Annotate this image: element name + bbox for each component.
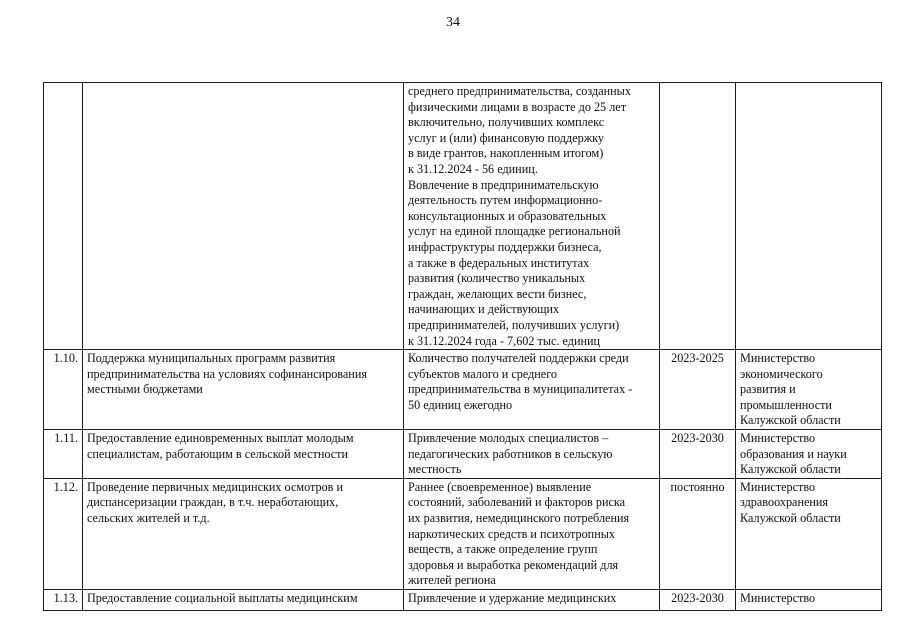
result-cell: Привлечение и удержание медицинских [404,590,660,611]
row-number-cell: 1.10. [44,350,83,430]
executor-cell [736,83,882,350]
row-number-cell: 1.11. [44,430,83,479]
table-row [44,590,882,611]
period-cell: постоянно [660,478,736,589]
measure-cell: Поддержка муниципальных программ развития предпринимательства на условиях софинансирования местными бюджетами [83,350,404,430]
period-cell: 2023-2030 [660,430,736,479]
result-cell: Привлечение молодых специалистов – педагогических работников в сельскую местность [404,430,660,479]
page-number: 34 [446,15,460,30]
measure-cell: Предоставление социальной выплаты медицинским [83,590,404,611]
period-cell: 2023-2030 [660,590,736,611]
period-cell: 2023-2025 [660,350,736,430]
measure-cell: Проведение первичных медицинских осмотров и диспансеризации граждан, в т.ч. неработающих, сельских жителей и т.д. [83,478,404,589]
row-number-cell: 1.13. [44,590,83,611]
measures-table [43,82,882,611]
table-row [44,478,882,589]
row-number-cell [44,83,83,350]
row-number-cell: 1.12. [44,478,83,589]
period-cell [660,83,736,350]
table-row [44,430,882,479]
executor-cell: Министерство [736,590,882,611]
measure-cell: Предоставление единовременных выплат молодым специалистам, работающим в сельской местности [83,430,404,479]
table-row [44,83,882,350]
executor-cell: Министерство экономического развития и промышленности Калужской области [736,350,882,430]
result-cell: Раннее (своевременное) выявление состояний, заболеваний и факторов риска их развития, немедицинского потребления наркотических средств и психотропных веществ, а также определение групп здоровья и выработка рекомендаций для жителей региона [404,478,660,589]
measure-cell [83,83,404,350]
executor-cell: Министерство здравоохранения Калужской области [736,478,882,589]
executor-cell: Министерство образования и науки Калужской области [736,430,882,479]
result-cell: Количество получателей поддержки среди субъектов малого и среднего предпринимательства в муниципалитетах - 50 единиц ежегодно [404,350,660,430]
table-row [44,350,882,430]
result-cell: среднего предпринимательства, созданных физическими лицами в возрасте до 25 лет включительно, получивших комплекс услуг и (или) финансовую поддержку в виде грантов, накопленным итогом) к 31.12.2024 - 56 единиц. Вовлечение в предпринимательскую деятельность путем информационно- консультационных и образовательных услуг на единой площадке региональной инфраструктуры поддержки бизнеса, а также в федеральных институтах развития (количество уникальных граждан, желающих вести бизнес, начинающих и действующих предпринимателей, получивших услуги) к 31.12.2024 года - 7,602 тыс. единиц [404,83,660,350]
